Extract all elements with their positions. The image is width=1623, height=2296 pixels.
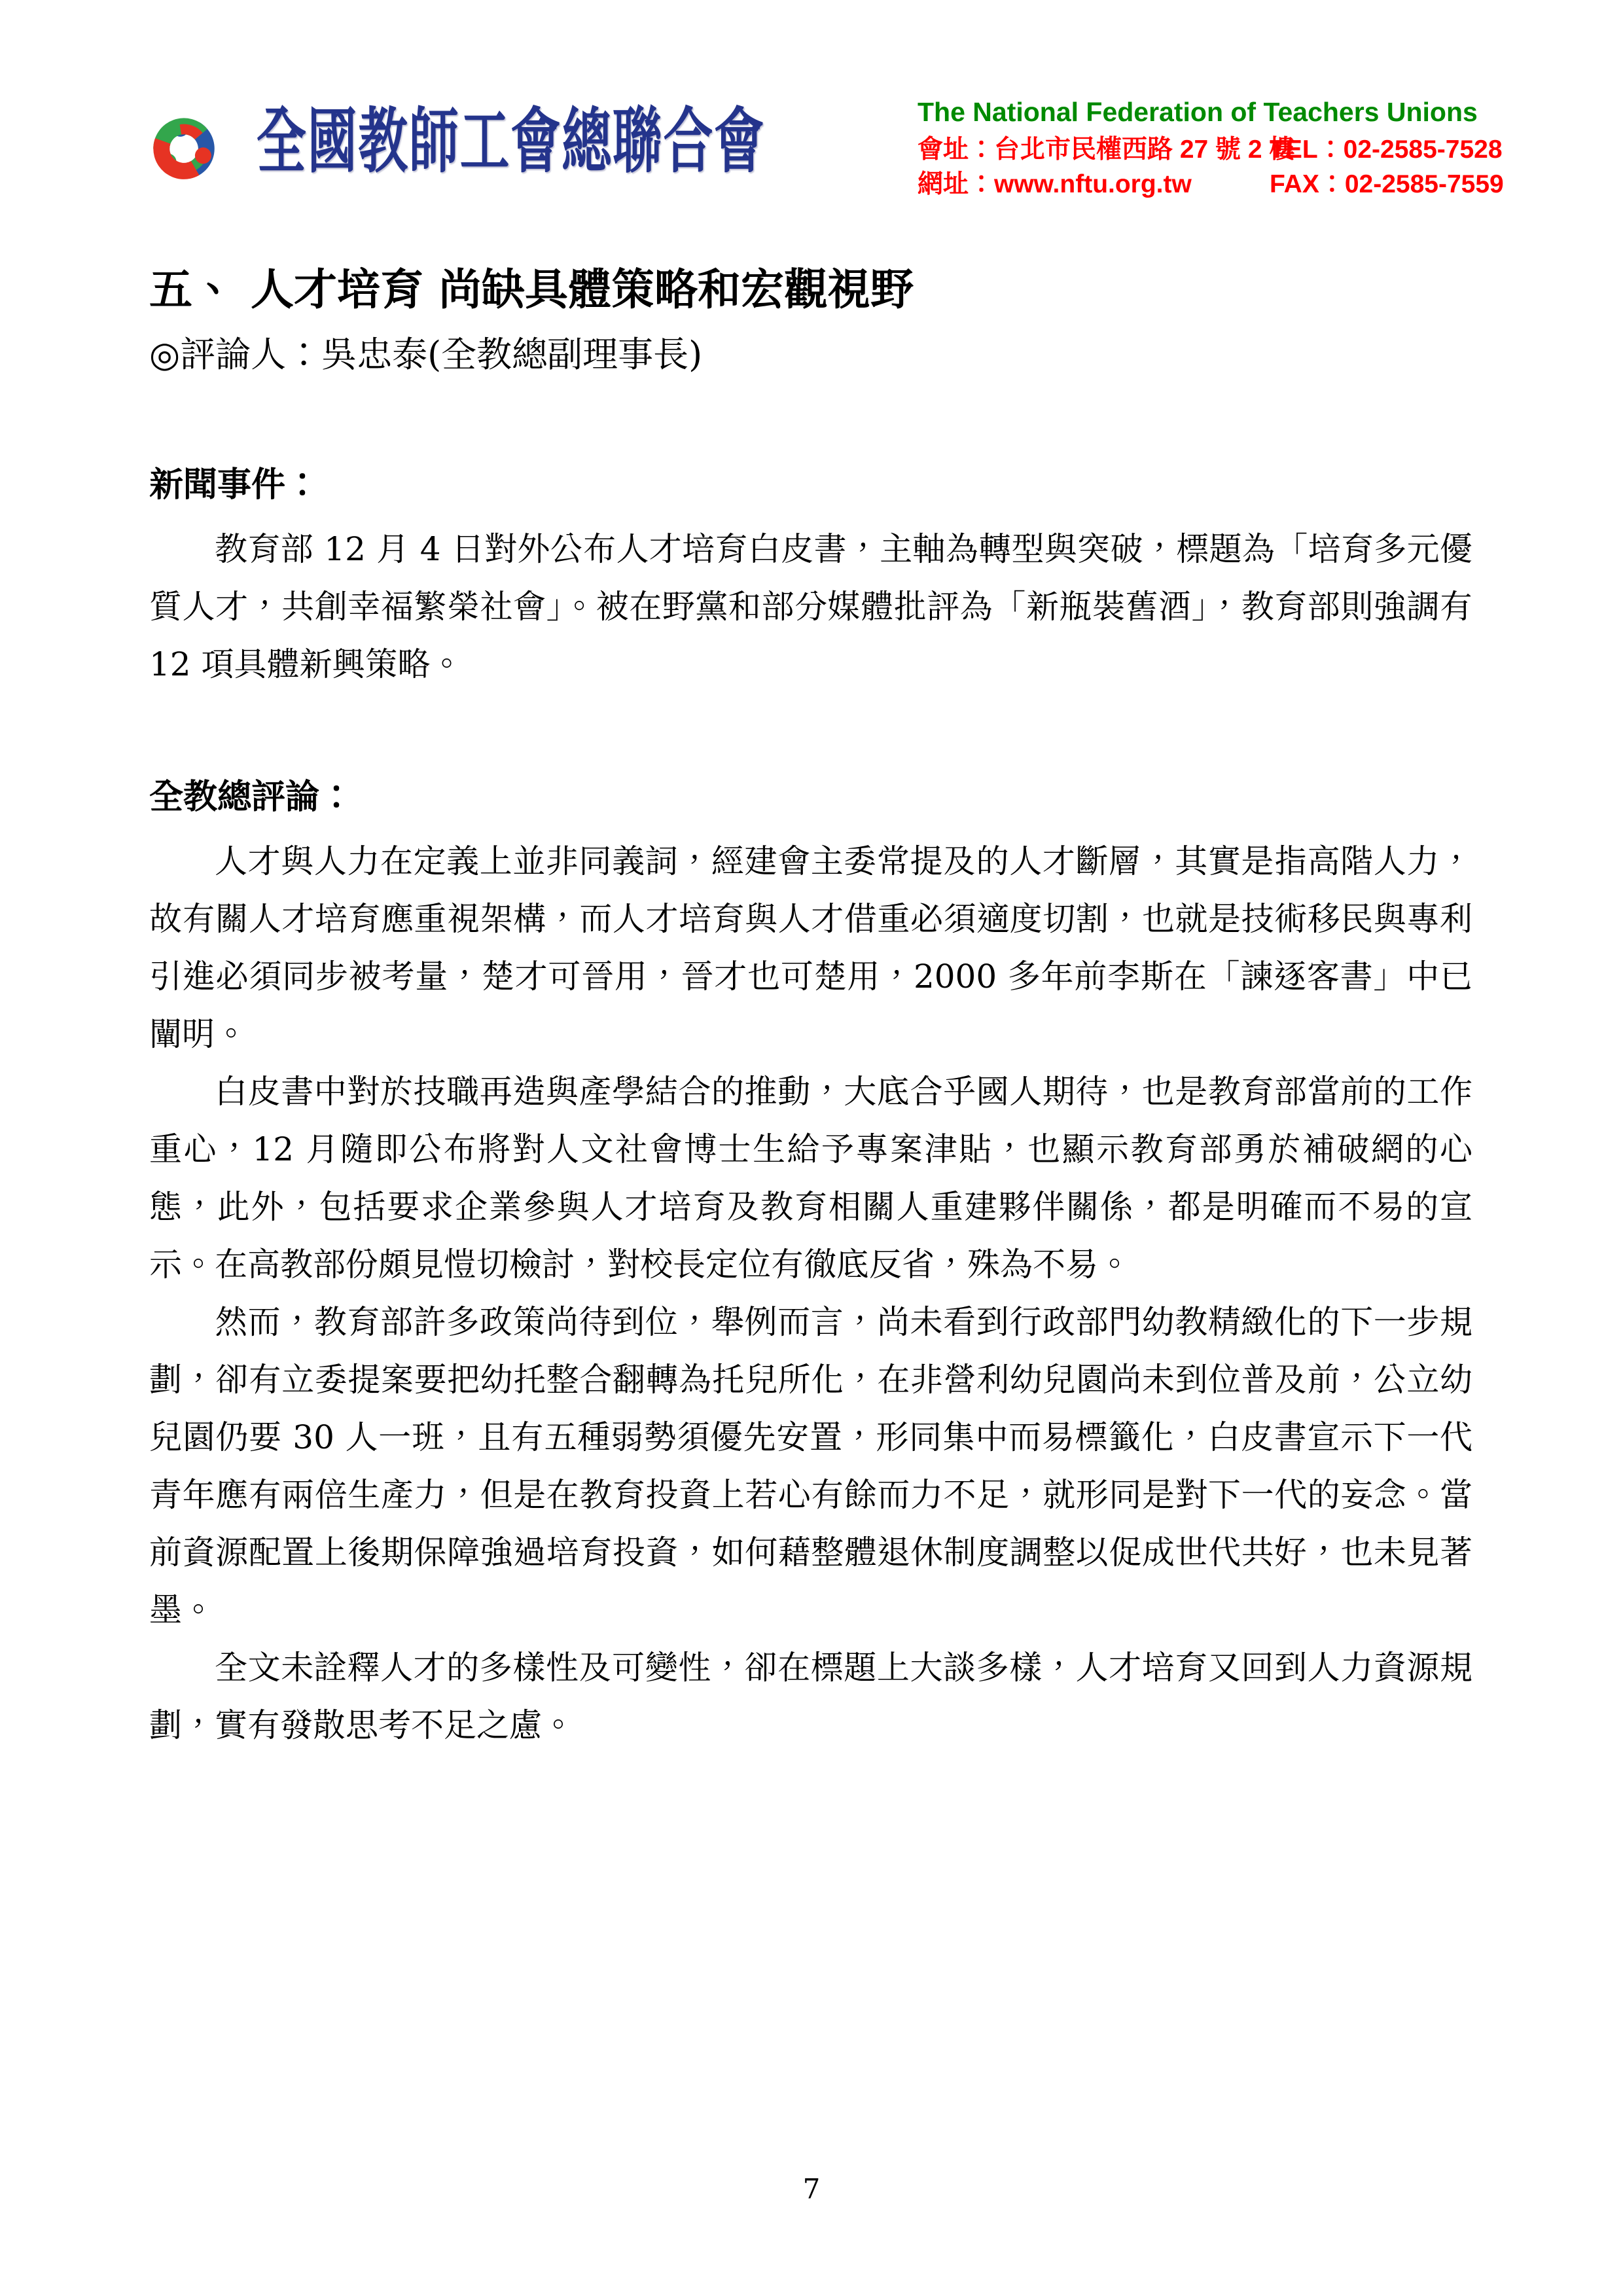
comment-paragraph-4: 全文未詮釋人才的多樣性及可變性，卻在標題上大談多樣，人才培育又回到人力資源規劃，實有發散思考不足之慮。	[149, 1649, 1472, 1744]
org-info-block	[918, 96, 1533, 202]
org-website: 網址：www.nftu.org.tw	[918, 170, 1192, 198]
comment-paragraph-3: 然而，教育部許多政策尚待到位，舉例而言，尚未看到行政部門幼教精緻化的下一步規劃，卻有立委提案要把幼托整合翻轉為托兒所化，在非營利幼兒園尚未到位普及前，公立幼兒園仍要 30 人一班，且有五種弱勢須優先安置，形同集中而易標籤化，白皮書宣示下一代青年應有兩倍生產力，但是在教育投資上若心有餘而力不足，就形同是對下一代的妄念。當前資源配置上後期保障強過培育投資，如何藉整體退休制度調整以促成世代共好，也未見著墨。	[149, 1303, 1472, 1629]
three-figures-triad-icon	[133, 96, 235, 198]
org-name-english: The National Federation of Teachers Unions	[918, 97, 1478, 127]
reviewer-line: ◎評論人：吳忠泰(全教總副理事長)	[149, 334, 703, 375]
org-web-row	[918, 167, 1533, 202]
org-address-row	[918, 132, 1533, 167]
org-fax: FAX：02-2585-7559	[1270, 170, 1504, 198]
page-number: 7	[802, 2173, 821, 2205]
page-title: 五、 人才培育 尚缺具體策略和宏觀視野	[149, 264, 914, 315]
document-body	[149, 264, 1472, 1754]
section-heading-nftu-comment: 全教總評論：	[149, 777, 354, 817]
comment-paragraph-1: 人才與人力在定義上並非同義詞，經建會主委常提及的人才斷層，其實是指高階人力，故有關人才培育應重視架構，而人才培育與人才借重必須適度切割，也就是技術移民與專利引進必須同步被考量，楚才可晉用，晉才也可楚用，2000 多年前李斯在「諫逐客書」中已闡明。	[149, 842, 1472, 1053]
section-heading-news-event: 新聞事件：	[149, 465, 320, 505]
comment-paragraph-2: 白皮書中對於技職再造與產學結合的推動，大底合乎國人期待，也是教育部當前的工作重心，12 月隨即公布將對人文社會博士生給予專案津貼，也顯示教育部勇於補破網的心態，此外，包括要求企業參與人才培育及教育相關人重建夥伴關係，都是明確而不易的宣示。在高教部份頗見愷切檢討，對校長定位有徹底反省，殊為不易。	[149, 1073, 1472, 1283]
org-logo-text: 全國教師工會總聯合會	[257, 100, 766, 183]
org-address: 會址：台北市民權西路 27 號 2 樓	[918, 135, 1295, 164]
org-tel: TEL：02-2585-7528	[1270, 135, 1503, 164]
news-event-paragraph: 教育部 12 月 4 日對外公布人才培育白皮書，主軸為轉型與突破，標題為「培育多元優質人才，共創幸福繁榮社會」。被在野黨和部分媒體批評為「新瓶裝舊酒」，教育部則強調有 12 項具體新興策略。	[149, 530, 1472, 683]
